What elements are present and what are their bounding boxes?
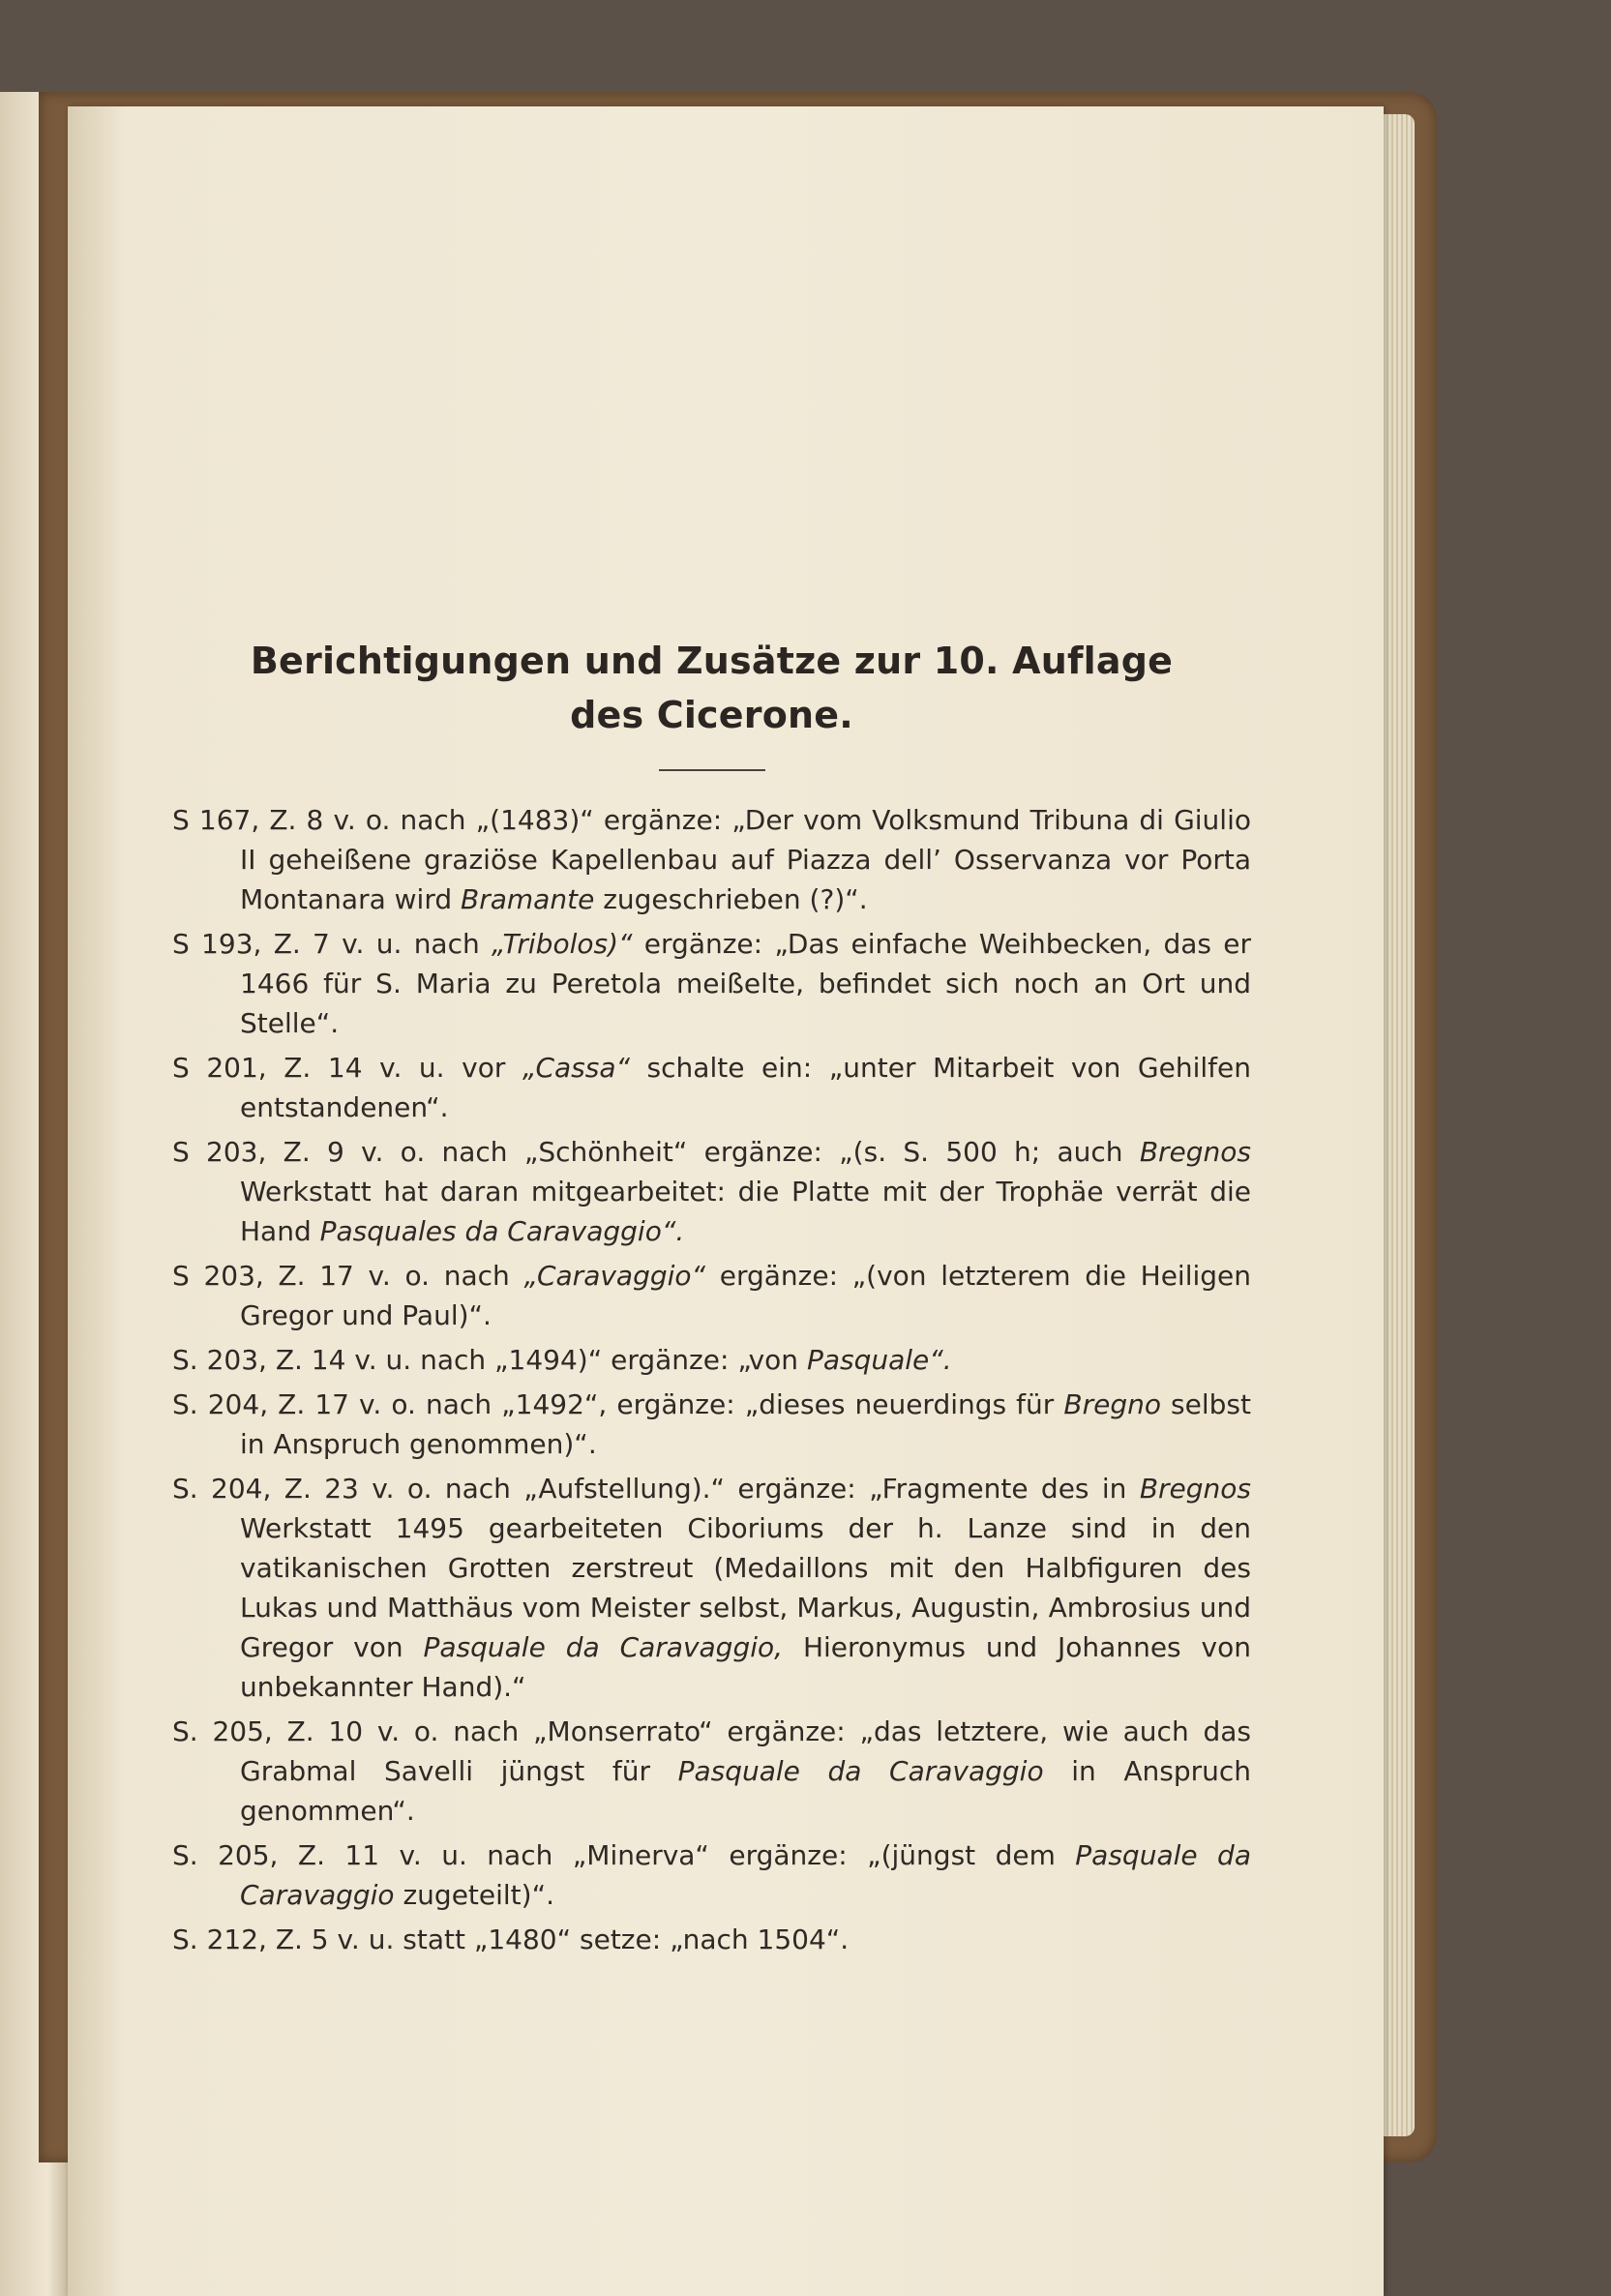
entry-tail: zugeteilt)“. (394, 1879, 554, 1911)
entry-text: nach „Schönheit“ ergänze: „(s. S. 500 h; auch (441, 1136, 1140, 1168)
entry-italic: Pasquale“. (806, 1344, 952, 1376)
heading-line-2: des Cicerone. (570, 694, 853, 736)
entry-text: nach „Minerva“ ergänze: „(jüngst dem (487, 1839, 1076, 1871)
entry-text: vor (462, 1052, 522, 1084)
entry-text: nach „Monserrato“ ergänze: „das letztere, wie auch das Grabmal Savelli jüngst für (240, 1715, 1251, 1787)
correction-entry (172, 1256, 1251, 1335)
heading-rule (659, 769, 765, 771)
entry-tail-2: Hieronymus und Johannes von unbekannter Hand).“ (240, 1631, 1251, 1703)
section-heading (172, 634, 1251, 742)
entry-italic-2: Pasquales da Caravaggio“. (319, 1215, 685, 1247)
entry-italic: Bregnos (1139, 1473, 1251, 1505)
entry-text: nach (413, 928, 492, 960)
entry-reference: S. 204, Z. 23 v. o. (172, 1473, 433, 1505)
entry-tail: schalte ein: „unter Mitarbeit von Gehilfen entstandenen“. (240, 1052, 1251, 1123)
correction-entry (172, 1048, 1251, 1127)
entry-reference: S 203, Z. 9 v. o. (172, 1136, 426, 1168)
entry-text: nach „1492“, ergänze: „dieses neuerdings für (426, 1388, 1064, 1420)
entry-reference: S. 212, Z. 5 v. u. (172, 1923, 395, 1955)
corrections-list (172, 800, 1251, 1959)
entry-text: nach „(1483)“ ergänze: „Der vom Volksmund Tribuna di Giulio II geheißene graziöse Kapellenbau auf Piazza dell’ Osservanza vor Porta Montanara wird (240, 804, 1251, 915)
correction-entry (172, 924, 1251, 1043)
entry-italic: Bregnos (1139, 1136, 1251, 1168)
entry-italic: „Tribolos)“ (492, 928, 633, 960)
entry-reference: S 201, Z. 14 v. u. (172, 1052, 445, 1084)
correction-entry (172, 1132, 1251, 1251)
heading-line-1: Berichtigungen und Zusätze zur 10. Auflage (250, 640, 1174, 682)
entry-reference: S. 205, Z. 10 v. o. (172, 1715, 439, 1747)
correction-entry (172, 1469, 1251, 1707)
correction-entry (172, 800, 1251, 919)
entry-italic-2: Pasquale da Caravaggio, (423, 1631, 784, 1663)
entry-text: statt „1480“ setze: „nach 1504“. (403, 1923, 850, 1955)
correction-entry (172, 1385, 1251, 1464)
entry-reference: S. 205, Z. 11 v. u. (172, 1839, 467, 1871)
entry-text: nach „1494)“ ergänze: „von (420, 1344, 807, 1376)
correction-entry (172, 1712, 1251, 1831)
entry-italic: Pasquale da Caravaggio (240, 1839, 1251, 1911)
entry-tail: ergänze: „Das einfache Weihbecken, das er 1466 für S. Maria zu Peretola meißelte, befindet sich noch an Ort und Stelle“. (240, 928, 1252, 1039)
entry-italic: „Cassa“ (522, 1052, 630, 1084)
entry-tail: zugeschrieben (?)“. (594, 883, 868, 915)
page-content (172, 634, 1251, 1964)
entry-reference: S 203, Z. 17 v. o. (172, 1260, 431, 1292)
entry-italic: Bramante (461, 883, 595, 915)
entry-italic: „Caravaggio“ (523, 1260, 706, 1292)
correction-entry (172, 1920, 1251, 1959)
entry-tail: in Anspruch genommen“. (240, 1755, 1251, 1827)
book-page (68, 106, 1384, 2296)
entry-reference: S. 204, Z. 17 v. o. (172, 1388, 416, 1420)
correction-entry (172, 1340, 1251, 1380)
entry-tail: Werkstatt 1495 gearbeiteten Ciboriums der h. Lanze sind in den vatikanischen Grotten zerstreut (Medaillons mit den Halbfiguren des Lukas und Matthäus vom Meister selbst, Markus, Augustin, Ambrosius und Gregor von (240, 1512, 1251, 1663)
entry-reference: S. 203, Z. 14 v. u. (172, 1344, 412, 1376)
entry-text: nach „Aufstellung).“ ergänze: „Fragmente des in (444, 1473, 1140, 1505)
correction-entry (172, 1835, 1251, 1915)
entry-tail: Werkstatt hat daran mitgearbeitet: die Platte mit der Trophäe verrät die Hand (240, 1176, 1251, 1247)
entry-text: nach (443, 1260, 524, 1292)
entry-reference: S 167, Z. 8 v. o. (172, 804, 391, 836)
entry-reference: S 193, Z. 7 v. u. (172, 928, 403, 960)
entry-italic: Pasquale da Caravaggio (677, 1755, 1044, 1787)
entry-italic: Bregno (1063, 1388, 1161, 1420)
entry-tail: ergänze: „(von letzterem die Heiligen Gregor und Paul)“. (240, 1260, 1252, 1331)
entry-tail: selbst in Anspruch genommen)“. (240, 1388, 1251, 1460)
